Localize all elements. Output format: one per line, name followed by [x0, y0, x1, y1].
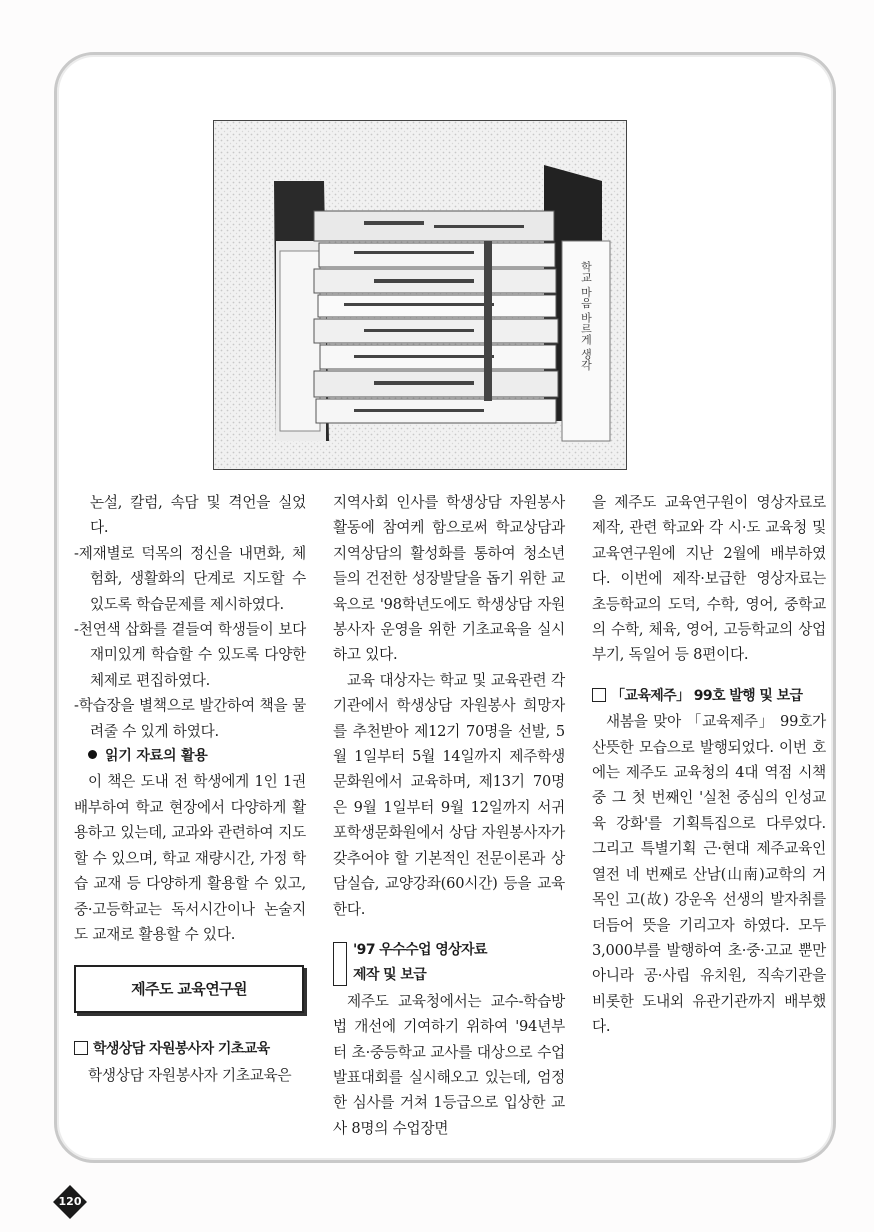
section-heading-line: '97 우수수업 영상자료 [353, 941, 487, 958]
bullet-icon [88, 750, 97, 759]
paragraph: 제주도 교육청에서는 교수-학습방법 개선에 기여하기 위하여 '94년부터 초·중등학교 교사를 대상으로 수업발표대회를 실시해오고 있는데, 엄정한 심사를 거쳐 1등급으로 입상한 교사 8명의 수업장면 [333, 992, 565, 1137]
section-heading-line: 제작 및 보급 [353, 967, 427, 984]
section-heading [333, 938, 565, 989]
subsection-heading [74, 744, 306, 769]
paragraph: 이 책은 도내 전 학생에게 1인 1권 배부하여 학교 현장에서 다양하게 활용하고 있는데, 교과와 관련하여 지도할 수 있으며, 학교 재량시간, 가정 학습 교재 등 다양하게 활용할 수 있고, 중·고등학교는 독서시간이나 논술지도 교재로 활용할 수 있다. [74, 773, 306, 943]
page-number-badge [54, 1186, 86, 1218]
box-icon [74, 1041, 88, 1055]
subsection-heading-text: 읽기 자료의 활용 [105, 748, 208, 765]
section-heading-text: 「교육제주」 99호 발행 및 보급 [611, 687, 803, 704]
book-photo [213, 120, 627, 470]
page-number: 120 [58, 1195, 82, 1208]
paragraph: 을 제주도 교육연구원이 영상자료로 제작, 관련 학교와 각 시·도 교육청 및 교육연구원에 지난 2월에 배부하였다. 이번에 제작·보급한 영상자료는 초등학교의 도덕, 수학, 영어, 중학교의 수학, 체육, 영어, 고등학교의 상업부기, 독일어 등 8편이다. [592, 494, 826, 664]
list-item: -천연색 삽화를 곁들여 학생들이 보다 재미있게 학습할 수 있도록 다양한 체제로 편집하였다. [74, 621, 306, 689]
paragraph: 학생상담 자원봉사자 기초교육은 [88, 1066, 292, 1084]
book-stack-image [214, 121, 626, 469]
column-1 [74, 490, 306, 1088]
column-3 [592, 490, 826, 1040]
section-heading [592, 684, 826, 709]
section-heading [74, 1037, 306, 1062]
list-item: -제재별로 덕목의 정신을 내면화, 체험화, 생활화의 단계로 지도할 수 있도록 학습문제를 제시하였다. [74, 544, 306, 613]
paragraph: 새봄을 맞아 「교육제주」 99호가 산뜻한 모습으로 발행되었다. 이번 호에는 제주도 교육청의 4대 역점 시책 중 그 첫 번째인 '실천 중심의 인성교육 강화'를 기획특집으로 다루었다. 그리고 특별기획 근·현대 제주교육인 열전 네 번째로 산남(山南)교학의 거목인 고(故) 강운옥 선생의 발자취를 더듬어 뜻을 기리고자 하였다. 모두 3,000부를 발행하여 초·중·고교 뿐만 아니라 공·사립 유치원, 직속기관을 비롯한 도내외 유관기관까지 배부했다. [592, 713, 826, 1036]
box-icon [592, 688, 606, 702]
org-title: 제주도 교육연구원 [131, 979, 247, 998]
book-spine-text: 학교 마음 바르게 생각 [579, 261, 593, 371]
paragraph: 논설, 칼럼, 속담 및 격언을 실었다. [90, 494, 306, 537]
paragraph: 교육 대상자는 학교 및 교육관련 각 기관에서 학생상담 자원봉사 희망자를 추천받아 제12기 70명을 선발, 5월 1일부터 5월 14일까지 제주학생문화원에서 교육하며, 제13기 70명은 9월 1일부터 9월 12일까지 서귀포학생문화원에서 상담 자원봉사자가 갖추어야 할 기본적인 전문이론과 상담실습, 교양강좌(60시간) 등을 교육한다. [333, 671, 565, 918]
section-heading-text: 학생상담 자원봉사자 기초교육 [93, 1041, 270, 1058]
list-item: -학습장을 별책으로 발간하여 책을 물려줄 수 있게 하였다. [74, 697, 306, 740]
box-icon [333, 942, 347, 986]
paragraph: 지역사회 인사를 학생상담 자원봉사 활동에 참여케 함으로써 학교상담과 지역상담의 활성화를 통하여 청소년들의 건전한 성장발달을 돕기 위한 교육으로 '98학년도에도 학생상담 자원봉사자 운영을 위한 기초교육을 실시하고 있다. [333, 494, 565, 664]
org-title-box [74, 965, 304, 1013]
column-2 [333, 490, 565, 1141]
